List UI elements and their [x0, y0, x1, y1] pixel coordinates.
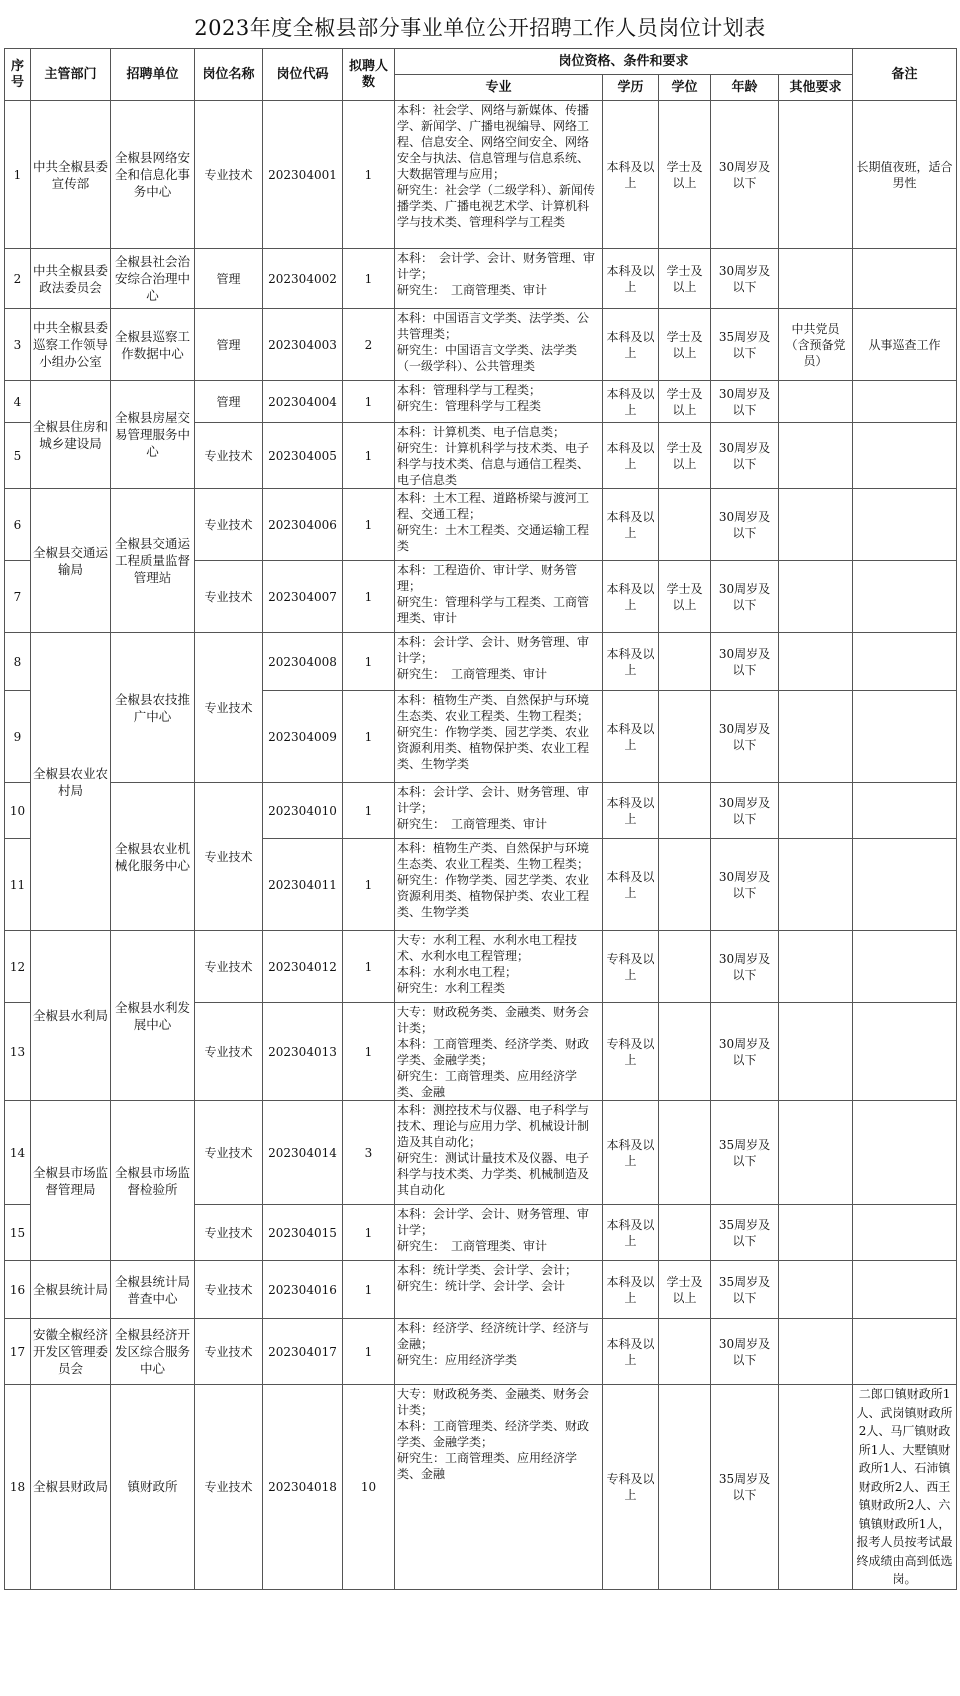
cell-age: 35周岁及以下: [711, 1385, 779, 1590]
cell-note: [853, 633, 957, 691]
cell-code: 202304015: [263, 1205, 343, 1261]
cell-count: 1: [343, 1261, 395, 1319]
cell-code: 202304018: [263, 1385, 343, 1590]
cell-major: 本科：统计学类、会计学、会计； 研究生：统计学、会计学、会计: [395, 1261, 603, 1319]
cell-major: 本科： 会计学、会计、财务管理、审计学； 研究生： 工商管理类、审计: [395, 249, 603, 309]
cell-major: 本科：管理科学与工程类； 研究生：管理科学与工程类: [395, 381, 603, 423]
cell-degree: [659, 1205, 711, 1261]
cell-note: 从事巡查工作: [853, 309, 957, 381]
cell-other: [779, 249, 853, 309]
header-requirements: 岗位资格、条件和要求: [395, 49, 853, 75]
cell-edu: 本科及以上: [603, 309, 659, 381]
cell-seq: 16: [5, 1261, 31, 1319]
cell-other: 中共党员（含预备党员）: [779, 309, 853, 381]
cell-code: 202304009: [263, 691, 343, 783]
cell-unit: 全椒县交通运工程质量监督管理站: [111, 489, 195, 633]
cell-post: 专业技术: [195, 101, 263, 249]
cell-post: 专业技术: [195, 1101, 263, 1205]
cell-count: 10: [343, 1385, 395, 1590]
recruitment-table: [4, 48, 957, 1590]
table-row: [5, 1101, 957, 1205]
cell-code: 202304003: [263, 309, 343, 381]
cell-seq: 3: [5, 309, 31, 381]
table-row: [5, 633, 957, 691]
cell-major: 本科：土木工程、道路桥梁与渡河工程、交通工程； 研究生：土木工程类、交通运输工程类: [395, 489, 603, 561]
cell-edu: 本科及以上: [603, 839, 659, 931]
cell-major: 本科：会计学、会计、财务管理、审计学； 研究生： 工商管理类、审计: [395, 633, 603, 691]
table-row: [5, 249, 957, 309]
cell-count: 1: [343, 783, 395, 839]
cell-code: 202304008: [263, 633, 343, 691]
cell-count: 1: [343, 561, 395, 633]
cell-degree: [659, 1385, 711, 1590]
cell-seq: 13: [5, 1003, 31, 1101]
header-seq: 序号: [5, 49, 31, 101]
cell-other: [779, 1261, 853, 1319]
cell-age: 35周岁及以下: [711, 309, 779, 381]
cell-edu: 本科及以上: [603, 1261, 659, 1319]
cell-note: [853, 249, 957, 309]
cell-note: [853, 1261, 957, 1319]
cell-degree: 学士及以上: [659, 1261, 711, 1319]
cell-other: [779, 691, 853, 783]
cell-count: 1: [343, 249, 395, 309]
cell-major: 本科：会计学、会计、财务管理、审计学； 研究生： 工商管理类、审计: [395, 783, 603, 839]
cell-age: 30周岁及以下: [711, 633, 779, 691]
cell-dept: 全椒县交通运输局: [31, 489, 111, 633]
cell-major: 本科：经济学、经济统计学、经济与金融； 研究生：应用经济学类: [395, 1319, 603, 1385]
cell-unit: 全椒县农业机械化服务中心: [111, 783, 195, 931]
table-row: [5, 1261, 957, 1319]
cell-seq: 4: [5, 381, 31, 423]
cell-code: 202304004: [263, 381, 343, 423]
cell-code: 202304002: [263, 249, 343, 309]
cell-note: [853, 691, 957, 783]
cell-edu: 本科及以上: [603, 101, 659, 249]
cell-other: [779, 931, 853, 1003]
cell-other: [779, 1003, 853, 1101]
cell-count: 1: [343, 423, 395, 489]
cell-seq: 14: [5, 1101, 31, 1205]
cell-post: 管理: [195, 309, 263, 381]
header-unit: 招聘单位: [111, 49, 195, 101]
cell-edu: 本科及以上: [603, 381, 659, 423]
cell-dept: 全椒县水利局: [31, 931, 111, 1101]
cell-degree: [659, 1003, 711, 1101]
cell-age: 30周岁及以下: [711, 783, 779, 839]
cell-age: 30周岁及以下: [711, 839, 779, 931]
cell-count: 1: [343, 381, 395, 423]
cell-code: 202304006: [263, 489, 343, 561]
cell-unit: 全椒县水利发展中心: [111, 931, 195, 1101]
cell-edu: 本科及以上: [603, 489, 659, 561]
cell-post: 专业技术: [195, 783, 263, 931]
cell-age: 30周岁及以下: [711, 931, 779, 1003]
cell-code: 202304016: [263, 1261, 343, 1319]
cell-degree: [659, 931, 711, 1003]
cell-age: 30周岁及以下: [711, 423, 779, 489]
cell-seq: 2: [5, 249, 31, 309]
cell-other: [779, 423, 853, 489]
header-count: 拟聘人数: [343, 49, 395, 101]
cell-other: [779, 101, 853, 249]
cell-degree: [659, 1319, 711, 1385]
cell-note: 二郎口镇财政所1人、武岗镇财政所2人、马厂镇财政所1人、大墅镇财政所1人、石沛镇财政所2人、西王镇财政所2人、六镇镇财政所1人，报考人员按考试最终成绩由高到低选岗。: [853, 1385, 957, 1590]
cell-seq: 9: [5, 691, 31, 783]
cell-seq: 1: [5, 101, 31, 249]
cell-code: 202304010: [263, 783, 343, 839]
cell-age: 30周岁及以下: [711, 101, 779, 249]
cell-degree: [659, 633, 711, 691]
cell-major: 本科：计算机类、电子信息类； 研究生：计算机科学与技术类、电子科学与技术类、信息与通信工程类、电子信息类: [395, 423, 603, 489]
cell-other: [779, 381, 853, 423]
cell-note: [853, 1101, 957, 1205]
cell-count: 1: [343, 1205, 395, 1261]
cell-post: 专业技术: [195, 1319, 263, 1385]
cell-count: 1: [343, 839, 395, 931]
cell-count: 2: [343, 309, 395, 381]
cell-age: 35周岁及以下: [711, 1261, 779, 1319]
cell-dept: 全椒县农业农村局: [31, 633, 111, 931]
cell-degree: 学士及以上: [659, 381, 711, 423]
cell-note: [853, 381, 957, 423]
header-post: 岗位名称: [195, 49, 263, 101]
cell-code: 202304001: [263, 101, 343, 249]
cell-edu: 本科及以上: [603, 249, 659, 309]
cell-post: 管理: [195, 249, 263, 309]
cell-edu: 本科及以上: [603, 561, 659, 633]
cell-major: 大专：财政税务类、金融类、财务会计类； 本科：工商管理类、经济学类、财政学类、金融学类； 研究生：工商管理类、应用经济学类、金融: [395, 1385, 603, 1590]
cell-degree: 学士及以上: [659, 561, 711, 633]
cell-note: [853, 1003, 957, 1101]
cell-unit: 全椒县经济开发区综合服务中心: [111, 1319, 195, 1385]
table-row: [5, 489, 957, 561]
table-row: [5, 783, 957, 839]
header-row-1: [5, 49, 957, 75]
cell-age: 30周岁及以下: [711, 561, 779, 633]
table-row: [5, 931, 957, 1003]
cell-age: 30周岁及以下: [711, 1319, 779, 1385]
cell-edu: 本科及以上: [603, 633, 659, 691]
cell-age: 35周岁及以下: [711, 1205, 779, 1261]
cell-seq: 18: [5, 1385, 31, 1590]
cell-degree: 学士及以上: [659, 101, 711, 249]
cell-edu: 专科及以上: [603, 1003, 659, 1101]
table-row: [5, 1385, 957, 1590]
cell-note: [853, 561, 957, 633]
cell-code: 202304013: [263, 1003, 343, 1101]
cell-post: 专业技术: [195, 1205, 263, 1261]
cell-seq: 8: [5, 633, 31, 691]
header-edu: 学历: [603, 75, 659, 101]
cell-major: 本科：中国语言文学类、法学类、公共管理类； 研究生：中国语言文学类、法学类（一级学科）、公共管理类: [395, 309, 603, 381]
header-dept: 主管部门: [31, 49, 111, 101]
cell-degree: [659, 783, 711, 839]
cell-major: 本科：会计学、会计、财务管理、审计学； 研究生： 工商管理类、审计: [395, 1205, 603, 1261]
cell-post: 专业技术: [195, 423, 263, 489]
header-code: 岗位代码: [263, 49, 343, 101]
cell-other: [779, 839, 853, 931]
cell-age: 30周岁及以下: [711, 381, 779, 423]
cell-unit: 全椒县农技推广中心: [111, 633, 195, 783]
cell-seq: 11: [5, 839, 31, 931]
cell-note: [853, 931, 957, 1003]
cell-edu: 专科及以上: [603, 1385, 659, 1590]
cell-post: 专业技术: [195, 1003, 263, 1101]
cell-major: 本科：社会学、网络与新媒体、传播学、新闻学、广播电视编导、网络工程、信息安全、网络空间安全、网络安全与执法、信息管理与信息系统、大数据管理与应用； 研究生：社会学（二级学科）、新闻传播学类、广播电视艺术学、计算机科学与技术类、管理科学与工程类: [395, 101, 603, 249]
cell-seq: 12: [5, 931, 31, 1003]
cell-major: 本科：测控技术与仪器、电子科学与技术、理论与应用力学、机械设计制造及其自动化； 研究生：测试计量技术及仪器、电子科学与技术类、力学类、机械制造及其自动化: [395, 1101, 603, 1205]
cell-seq: 6: [5, 489, 31, 561]
cell-note: [853, 423, 957, 489]
table-row: [5, 381, 957, 423]
header-other: 其他要求: [779, 75, 853, 101]
cell-post: 专业技术: [195, 633, 263, 783]
cell-seq: 10: [5, 783, 31, 839]
cell-unit: 全椒县统计局普查中心: [111, 1261, 195, 1319]
cell-post: 专业技术: [195, 1385, 263, 1590]
cell-degree: [659, 489, 711, 561]
cell-seq: 15: [5, 1205, 31, 1261]
cell-age: 35周岁及以下: [711, 1101, 779, 1205]
cell-count: 1: [343, 489, 395, 561]
cell-unit: 全椒县房屋交易管理服务中心: [111, 381, 195, 489]
cell-post: 专业技术: [195, 489, 263, 561]
cell-degree: [659, 1101, 711, 1205]
cell-degree: 学士及以上: [659, 309, 711, 381]
header-age: 年龄: [711, 75, 779, 101]
cell-post: 专业技术: [195, 1261, 263, 1319]
cell-major: 本科：工程造价、审计学、财务管理； 研究生：管理科学与工程类、工商管理类、审计: [395, 561, 603, 633]
cell-degree: 学士及以上: [659, 249, 711, 309]
cell-major: 本科：植物生产类、自然保护与环境生态类、农业工程类、生物工程类； 研究生：作物学类、园艺学类、农业资源利用类、植物保护类、农业工程类、生物学类: [395, 839, 603, 931]
cell-dept: 中共全椒县委宣传部: [31, 101, 111, 249]
cell-unit: 全椒县市场监督检验所: [111, 1101, 195, 1261]
header-degree: 学位: [659, 75, 711, 101]
page-title: 2023年度全椒县部分事业单位公开招聘工作人员岗位计划表: [194, 16, 766, 40]
cell-age: 30周岁及以下: [711, 249, 779, 309]
cell-age: 30周岁及以下: [711, 691, 779, 783]
cell-edu: 本科及以上: [603, 691, 659, 783]
cell-dept: 全椒县统计局: [31, 1261, 111, 1319]
cell-count: 3: [343, 1101, 395, 1205]
cell-post: 专业技术: [195, 931, 263, 1003]
cell-dept: 全椒县住房和城乡建设局: [31, 381, 111, 489]
cell-seq: 7: [5, 561, 31, 633]
cell-code: 202304005: [263, 423, 343, 489]
cell-dept: 中共全椒县委政法委员会: [31, 249, 111, 309]
cell-degree: [659, 839, 711, 931]
cell-note: 长期值夜班，适合男性: [853, 101, 957, 249]
cell-seq: 5: [5, 423, 31, 489]
cell-edu: 本科及以上: [603, 1101, 659, 1205]
cell-code: 202304011: [263, 839, 343, 931]
cell-edu: 本科及以上: [603, 1205, 659, 1261]
cell-dept: 全椒县市场监督管理局: [31, 1101, 111, 1261]
table-row: [5, 1319, 957, 1385]
cell-other: [779, 561, 853, 633]
cell-count: 1: [343, 931, 395, 1003]
header-major: 专业: [395, 75, 603, 101]
cell-unit: 全椒县网络安全和信息化事务中心: [111, 101, 195, 249]
cell-major: 大专：财政税务类、金融类、财务会计类； 本科：工商管理类、经济学类、财政学类、金融学类； 研究生：工商管理类、应用经济学类、金融: [395, 1003, 603, 1101]
header-note: 备注: [853, 49, 957, 101]
cell-count: 1: [343, 1003, 395, 1101]
table-row: [5, 101, 957, 249]
cell-dept: 中共全椒县委巡察工作领导小组办公室: [31, 309, 111, 381]
cell-other: [779, 783, 853, 839]
cell-note: [853, 1319, 957, 1385]
cell-other: [779, 489, 853, 561]
cell-count: 1: [343, 1319, 395, 1385]
cell-dept: 安徽全椒经济开发区管理委员会: [31, 1319, 111, 1385]
cell-major: 大专：水利工程、水利水电工程技术、水利水电工程管理； 本科：水利水电工程； 研究生：水利工程类: [395, 931, 603, 1003]
cell-edu: 本科及以上: [603, 783, 659, 839]
table-row: [5, 309, 957, 381]
cell-degree: 学士及以上: [659, 423, 711, 489]
cell-age: 30周岁及以下: [711, 1003, 779, 1101]
cell-count: 1: [343, 633, 395, 691]
cell-age: 30周岁及以下: [711, 489, 779, 561]
cell-unit: 镇财政所: [111, 1385, 195, 1590]
cell-other: [779, 1319, 853, 1385]
cell-major: 本科：植物生产类、自然保护与环境生态类、农业工程类、生物工程类； 研究生：作物学类、园艺学类、农业资源利用类、植物保护类、农业工程类、生物学类: [395, 691, 603, 783]
cell-count: 1: [343, 101, 395, 249]
cell-unit: 全椒县社会治安综合治理中心: [111, 249, 195, 309]
cell-note: [853, 783, 957, 839]
cell-degree: [659, 691, 711, 783]
cell-edu: 本科及以上: [603, 423, 659, 489]
cell-count: 1: [343, 691, 395, 783]
table-body: [5, 101, 957, 1590]
cell-code: 202304014: [263, 1101, 343, 1205]
cell-edu: 本科及以上: [603, 1319, 659, 1385]
cell-other: [779, 1385, 853, 1590]
cell-post: 管理: [195, 381, 263, 423]
cell-note: [853, 1205, 957, 1261]
cell-other: [779, 1205, 853, 1261]
cell-other: [779, 1101, 853, 1205]
cell-code: 202304012: [263, 931, 343, 1003]
cell-seq: 17: [5, 1319, 31, 1385]
cell-other: [779, 633, 853, 691]
cell-code: 202304017: [263, 1319, 343, 1385]
cell-edu: 专科及以上: [603, 931, 659, 1003]
cell-unit: 全椒县巡察工作数据中心: [111, 309, 195, 381]
cell-note: [853, 489, 957, 561]
cell-code: 202304007: [263, 561, 343, 633]
cell-post: 专业技术: [195, 561, 263, 633]
cell-dept: 全椒县财政局: [31, 1385, 111, 1590]
cell-note: [853, 839, 957, 931]
